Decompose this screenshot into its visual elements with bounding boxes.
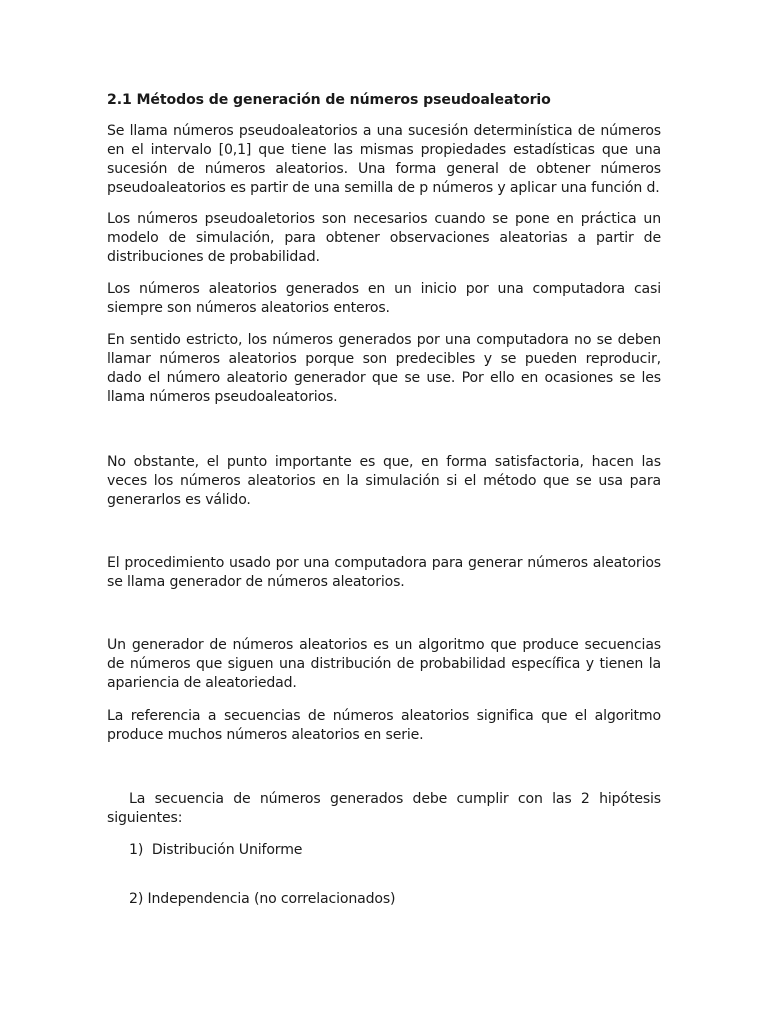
list-item-2: 2) Independencia (no correlacionados) [129, 891, 396, 907]
paragraph-9: La secuencia de números generados debe cumplir con las 2 hipótesis siguientes: [107, 791, 661, 826]
paragraph-7: Un generador de números aleatorios es un algoritmo que produce secuencias de números que siguen una distribución de probabilidad específica y tienen la apariencia de aleatoriedad. [107, 637, 661, 691]
paragraph-5: No obstante, el punto importante es que, en forma satisfactoria, hacen las veces los números aleatorios en la simulación si el método que se usa para generarlos es válido. [107, 454, 661, 508]
section-heading: 2.1 Métodos de generación de números pseudoaleatorio [107, 92, 551, 108]
paragraph-4: En sentido estricto, los números generados por una computadora no se deben llamar números aleatorios porque son predecibles y se pueden reproducir, dado el número aleatorio generador que se use. Por ello en ocasiones se les llama números pseudoaleatorios. [107, 332, 661, 405]
paragraph-1: Se llama números pseudoaleatorios a una sucesión determinística de números en el intervalo [0,1] que tiene las mismas propiedades estadísticas que una sucesión de números aleatorios. Una forma general de obtener números pseudoaleatorios es partir de una semilla de p números y aplicar una función d. [107, 123, 661, 196]
paragraph-8: La referencia a secuencias de números aleatorios significa que el algoritmo produce muchos números aleatorios en serie. [107, 708, 661, 743]
list-item-1: 1) Distribución Uniforme [129, 842, 303, 858]
paragraph-6: El procedimiento usado por una computadora para generar números aleatorios se llama generador de números aleatorios. [107, 555, 661, 590]
paragraph-3: Los números aleatorios generados en un inicio por una computadora casi siempre son números aleatorios enteros. [107, 281, 661, 316]
document-page [107, 0, 661, 1024]
paragraph-2: Los números pseudoaletorios son necesarios cuando se pone en práctica un modelo de simulación, para obtener observaciones aleatorias a partir de distribuciones de probabilidad. [107, 211, 661, 265]
